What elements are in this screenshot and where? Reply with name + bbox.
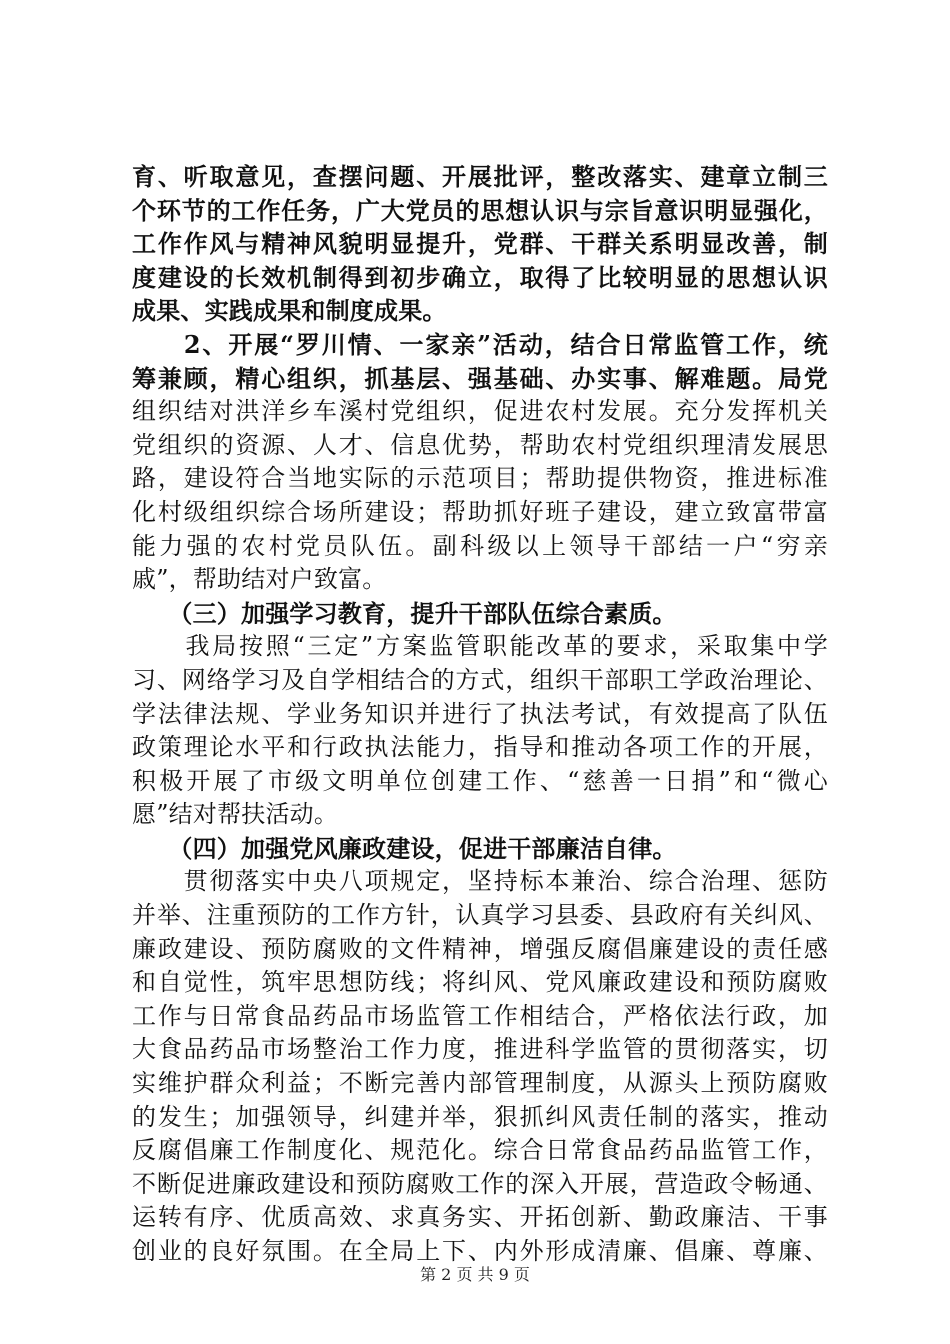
text-line: 积极开展了市级文明单位创建工作、“慈善一日捐”和“微心 [132, 766, 828, 795]
text-line: 2、开展“罗川情、一家亲”活动，结合日常监管工作，统 [132, 329, 828, 359]
document-body [132, 160, 828, 1269]
text-line: 反腐倡廉工作制度化、规范化。综合日常食品药品监管工作， [132, 1136, 828, 1165]
text-line: （四）加强党风廉政建设，促进干部廉洁自律。 [132, 833, 677, 863]
text-line: 大食品药品市场整治工作力度，推进科学监管的贯彻落实，切 [132, 1035, 828, 1064]
text-line: （三）加强学习教育，提升干部队伍综合素质。 [132, 598, 677, 628]
text-line: 度建设的长效机制得到初步确立，取得了比较明显的思想认识 [132, 262, 828, 292]
page-number-footer: 第 2 页 共 9 页 [420, 1265, 530, 1284]
text-line: 不断促进廉政建设和预防腐败工作的深入开展，营造政令畅通、 [132, 1169, 828, 1198]
text-line: 个环节的工作任务，广大党员的思想认识与宗旨意识明显强化， [132, 195, 828, 225]
text-line: 愿”结对帮扶活动。 [132, 800, 339, 829]
text-line: 学法律法规、学业务知识并进行了执法考试，有效提高了队伍 [132, 699, 828, 728]
text-line: 戚”，帮助结对户致富。 [132, 565, 387, 594]
text-line: 实维护群众利益；不断完善内部管理制度，从源头上预防腐败 [132, 1069, 828, 1098]
text-line: 并举、注重预防的工作方针，认真学习县委、县政府有关纠风、 [132, 901, 828, 930]
text-line: 路，建设符合当地实际的示范项目；帮助提供物资，推进标准 [132, 464, 828, 493]
text-line: 育、听取意见，查摆问题、开展批评，整改落实、建章立制三 [132, 162, 828, 191]
text-line: 组织结对洪洋乡车溪村党组织，促进农村发展。充分发挥机关 [132, 397, 828, 426]
text-line: 廉政建设、预防腐败的文件精神，增强反腐倡廉建设的责任感 [132, 934, 828, 963]
text-line: 化村级组织综合场所建设；帮助抓好班子建设，建立致富带富 [132, 497, 828, 526]
text-line: 运转有序、优质高效、求真务实、开拓创新、勤政廉洁、干事 [132, 1203, 828, 1232]
text-line: 工作与日常食品药品市场监管工作相结合，严格依法行政，加 [132, 1001, 828, 1030]
text-line: 创业的良好氛围。在全局上下、内外形成清廉、倡廉、尊廉、 [132, 1237, 828, 1265]
text-line: 党组织的资源、人才、信息优势，帮助农村党组织理清发展思 [132, 430, 828, 459]
text-line: 贯彻落实中央八项规定，坚持标本兼治、综合治理、惩防 [132, 867, 828, 896]
text-line: 能力强的农村党员队伍。副科级以上领导干部结一户“穷亲 [132, 531, 828, 560]
text-line: 习、网络学习及自学相结合的方式，组织干部职工学政治理论、 [132, 665, 828, 694]
text-line: 工作作风与精神风貌明显提升，党群、干群关系明显改善，制 [132, 229, 828, 259]
text-line: 筹兼顾，精心组织，抓基层、强基础、办实事、解难题。局党 [132, 363, 828, 393]
text-line: 我局按照“三定”方案监管职能改革的要求，采取集中学 [132, 632, 828, 661]
text-line: 和自觉性，筑牢思想防线；将纠风、党风廉政建设和预防腐败 [132, 968, 828, 997]
text-line: 成果、实践成果和制度成果。 [132, 296, 447, 326]
text-line: 的发生；加强领导，纠建并举，狠抓纠风责任制的落实，推动 [132, 1102, 828, 1131]
text-line: 政策理论水平和行政执法能力，指导和推动各项工作的开展， [132, 733, 828, 762]
